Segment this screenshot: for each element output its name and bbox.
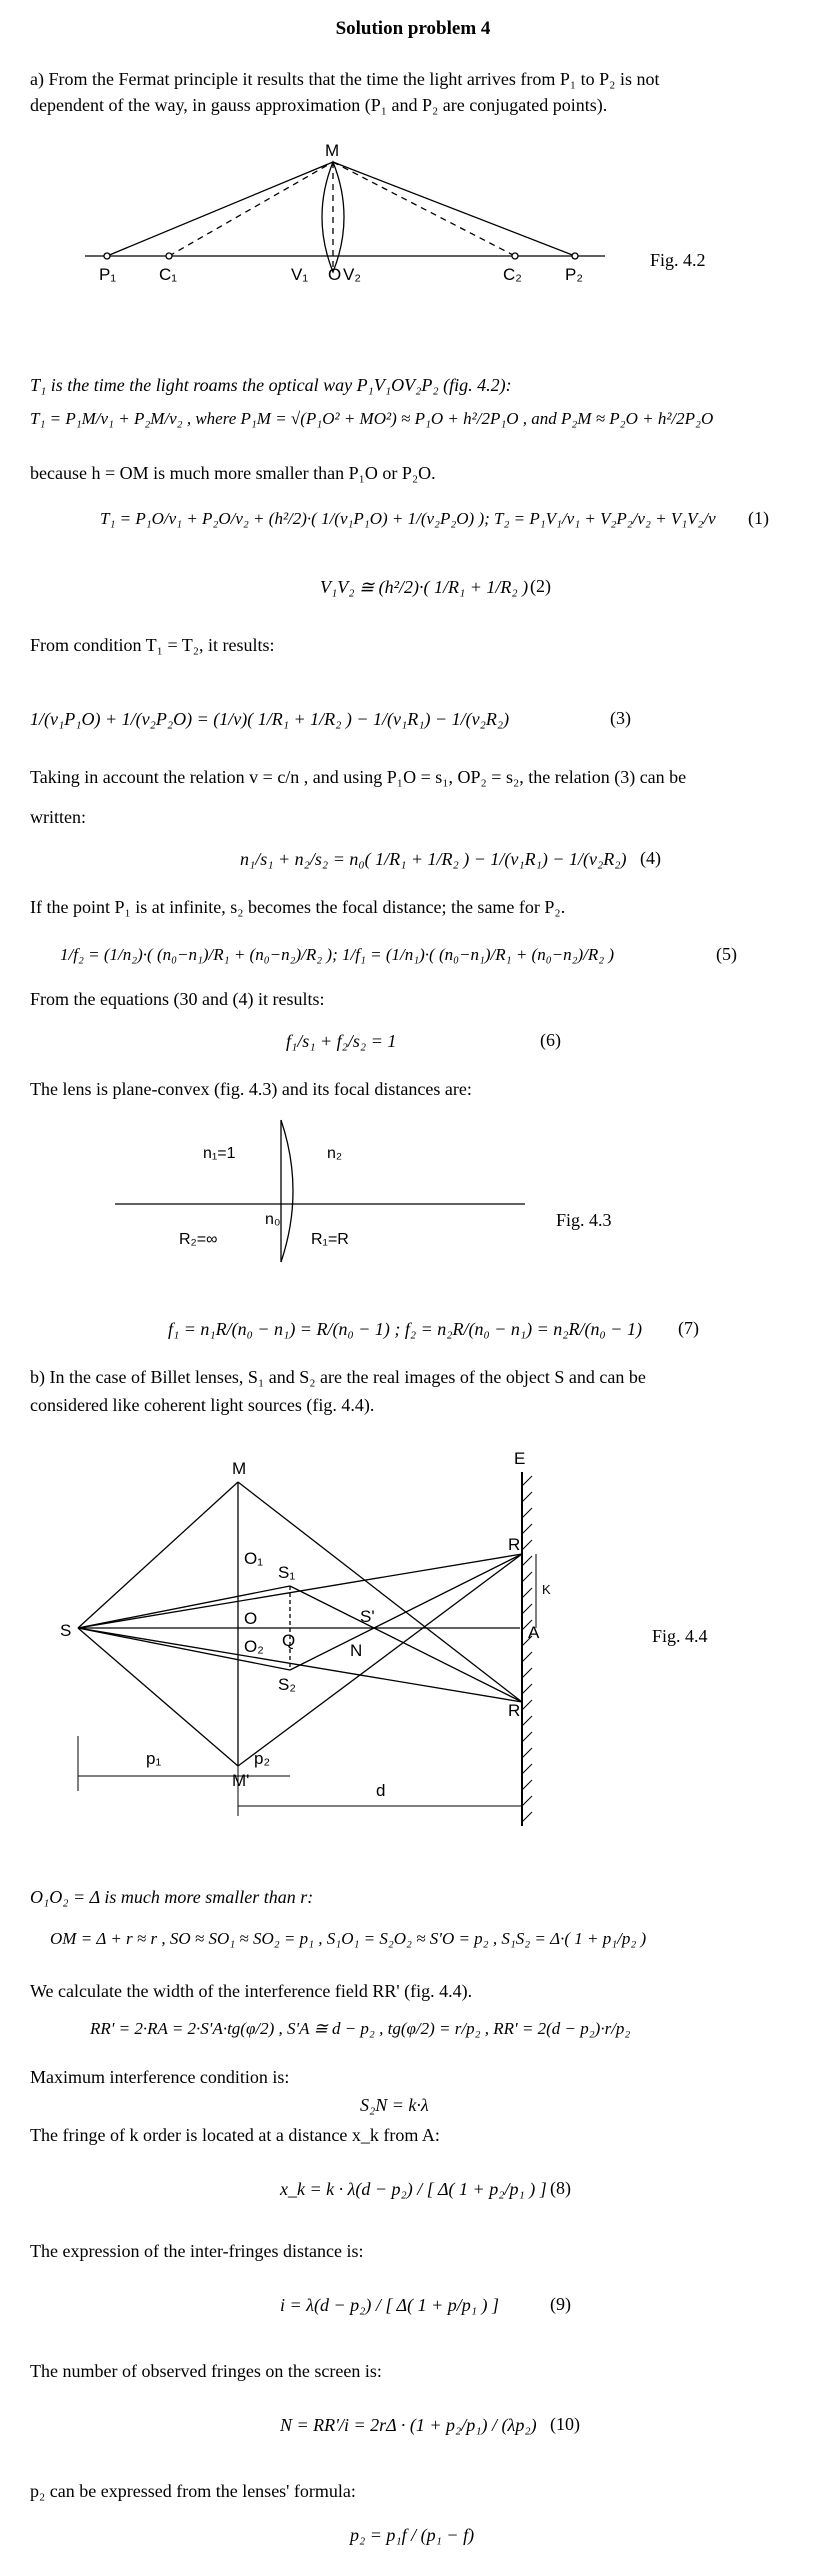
equation-6-number: (6) <box>540 1030 561 1050</box>
equation-4-number: (4) <box>640 848 661 868</box>
because-text: because h = OM is much more smaller than P₁O or P₂O. <box>30 463 436 483</box>
equation-3: 1/(v₁P₁O) + 1/(v₂P₂O) = (1/v)( 1/R₁ + 1/R₂ ) − 1/(v₁R₁) − 1/(v₂R₂) <box>30 709 510 729</box>
equation-1-number: (1) <box>748 508 769 528</box>
fig-4-4-caption: Fig. 4.4 <box>652 1626 708 1646</box>
ray-c1-m <box>169 162 333 256</box>
equation-2: V₁V₂ ≅ (h²/2)·( 1/R₁ + 1/R₂ ) <box>320 577 529 597</box>
equation-7-number: (7) <box>678 1318 699 1338</box>
taking-text-1: Taking in account the relation v = c/n , and using P₁O = s₁, OP₂ = s₂, the relation (3) can be <box>30 767 687 787</box>
label-r-bottom: R' <box>508 1701 524 1720</box>
figure-4-4 <box>60 1446 580 1866</box>
label-s1: S₁ <box>278 1563 296 1582</box>
point-c2 <box>512 253 518 259</box>
label-p1: p₁ <box>146 1749 162 1768</box>
ray-m-c2 <box>333 162 515 256</box>
ray-s-m <box>78 1482 238 1628</box>
width-text: We calculate the width of the interference field RR' (fig. 4.4). <box>30 1981 473 2001</box>
equation-5-number: (5) <box>716 944 737 964</box>
equation-2-number: (2) <box>530 576 551 596</box>
equation-9-number: (9) <box>550 2294 571 2314</box>
from-equations-text: From the equations (30 and (4) it results: <box>30 989 325 1009</box>
equation-7: f₁ = n₁R/(n₀ − n₁) = R/(n₀ − 1) ; f₂ = n₂R/(n₀ − n₁) = n₂R/(n₀ − 1) <box>168 1319 642 1339</box>
label-m: M <box>325 141 340 160</box>
fig-4-2-caption: Fig. 4.2 <box>650 250 706 270</box>
equation-5: 1/f₂ = (1/n₂)·( (n₀−n₁)/R₁ + (n₀−n₂)/R₂ ); 1/f₁ = (1/n₁)·( (n₀−n₁)/R₁ + (n₀−n₂)/R₂ ) <box>60 945 615 964</box>
label-r-top: R <box>508 1535 521 1554</box>
label-c2: C₂ <box>503 265 522 284</box>
label-r1: R₁=R <box>311 1231 349 1248</box>
point-c1 <box>166 253 172 259</box>
fig-4-3-caption: Fig. 4.3 <box>556 1210 612 1230</box>
equation-8: x_k = k · λ(d − p₂) / [ Δ( 1 + p₂/p₁ ) ] <box>280 2179 547 2199</box>
label-s-prime: S' <box>360 1607 375 1626</box>
equation-1: T₁ = P₁O/v₁ + P₂O/v₂ + (h²/2)·( 1/(v₁P₁O) + 1/(v₂P₂O) ); T₂ = P₁V₁/v₁ + V₂P₂/v₂ + V₁V₂/v <box>100 509 716 528</box>
equation-6: f₁/s₁ + f₂/s₂ = 1 <box>286 1031 397 1051</box>
p2-equation: p₂ = p₁f / (p₁ − f) <box>350 2525 475 2545</box>
label-v2: V₂ <box>343 265 361 284</box>
part-b-line1: b) In the case of Billet lenses, S₁ and S₂ are the real images of the object S and can be <box>30 1367 646 1387</box>
t1-equation: T₁ = P₁M/v₁ + P₂M/v₂ , where P₁M = √(P₁O² + MO²) ≈ P₁O + h²/2P₁O , and P₂M ≈ P₂O + h²/2P₂O <box>30 409 714 428</box>
convex-face <box>281 1120 293 1262</box>
equation-8-number: (8) <box>550 2178 571 2198</box>
lens-plane-text: The lens is plane-convex (fig. 4.3) and its focal distances are: <box>30 1079 472 1099</box>
ray-s-s1 <box>78 1586 290 1628</box>
ray-mp-r <box>238 1554 522 1766</box>
label-n1: n₁=1 <box>203 1145 236 1162</box>
equation-10: N = RR'/i = 2rΔ · (1 + p₂/p₁) / (λp₂) <box>280 2415 537 2435</box>
screen-hatching <box>522 1476 532 1822</box>
if-point-text: If the point P₁ is at infinite, s₂ becomes the focal distance; the same for P₂. <box>30 897 566 917</box>
label-v1: V₁ <box>291 265 309 284</box>
part-a-line1: a) From the Fermat principle it results that the time the light arrives from P₁ to P₂ is not <box>30 69 660 89</box>
from-condition-text: From condition T₁ = T₂, it results: <box>30 635 275 655</box>
equation-3-number: (3) <box>610 708 631 728</box>
number-fringes-text: The number of observed fringes on the screen is: <box>30 2361 382 2381</box>
label-s: S <box>60 1621 72 1640</box>
label-p1: P₁ <box>99 265 117 284</box>
label-c1: C₁ <box>159 265 178 284</box>
fringe-text: The fringe of k order is located at a distance x_k from A: <box>30 2125 440 2145</box>
point-p1 <box>104 253 110 259</box>
label-r2: R₂=∞ <box>179 1231 218 1248</box>
label-q: Q <box>282 1631 296 1650</box>
t1-definition: T₁ is the time the light roams the optical way P₁V₁OV₂P₂ (fig. 4.2): <box>30 375 512 395</box>
taking-text-2: written: <box>30 807 86 827</box>
figure-4-2 <box>85 140 625 290</box>
rr-equation: RR' = 2·RA = 2·S'A·tg(φ/2) , S'A ≅ d − p₂ , tg(φ/2) = r/p₂ , RR' = 2(d − p₂)·r/p₂ <box>90 2019 631 2038</box>
label-o2: O₂ <box>244 1637 264 1656</box>
inter-fringes-text: The expression of the inter-fringes distance is: <box>30 2241 364 2261</box>
label-n0: n₀ <box>265 1211 281 1228</box>
ray-m-p2 <box>333 162 575 256</box>
label-p2: p₂ <box>254 1749 271 1768</box>
label-m-prime: M' <box>232 1771 250 1790</box>
equation-10-number: (10) <box>550 2414 580 2434</box>
point-p2 <box>572 253 578 259</box>
ray-s-mp <box>78 1628 238 1766</box>
equation-4: n₁/s₁ + n₂/s₂ = n₀( 1/R₁ + 1/R₂ ) − 1/(v₁R₁) − 1/(v₂R₂) <box>240 849 627 869</box>
label-k: K <box>542 1582 551 1597</box>
om-equation: OM = Δ + r ≈ r , SO ≈ SO₁ ≈ SO₂ = p₁ , S₁O₁ = S₂O₂ ≈ S'O = p₂ , S₁S₂ = Δ·( 1 + p₁/p₂ ) <box>50 1929 647 1948</box>
figure-4-3 <box>115 1112 535 1272</box>
label-d: d <box>376 1781 386 1800</box>
ray-m-r <box>238 1482 522 1702</box>
label-s2: S₂ <box>278 1675 296 1694</box>
equation-9: i = λ(d − p₂) / [ Δ( 1 + p/p₁ ) ] <box>280 2295 499 2315</box>
p2-expression-text: p₂ can be expressed from the lenses' formula: <box>30 2481 356 2501</box>
part-a-line2: dependent of the way, in gauss approximation (P₁ and P₂ are conjugated points). <box>30 95 608 115</box>
label-n: N <box>350 1641 363 1660</box>
label-n2: n₂ <box>327 1145 343 1162</box>
o1o2-text: O₁O₂ = Δ is much more smaller than r: <box>30 1887 314 1907</box>
label-o: O <box>328 265 342 284</box>
part-b-line2: considered like coherent light sources (fig. 4.4). <box>30 1395 375 1415</box>
page-title: Solution problem 4 <box>335 18 491 39</box>
s2n-equation: S₂N = k·λ <box>360 2095 429 2115</box>
label-m: M <box>232 1459 247 1478</box>
label-o1: O₁ <box>244 1549 263 1568</box>
label-p2: P₂ <box>565 265 583 284</box>
max-condition-text: Maximum interference condition is: <box>30 2067 290 2087</box>
label-e: E <box>514 1449 526 1468</box>
label-a: A <box>528 1623 540 1642</box>
label-o: O <box>244 1609 258 1628</box>
